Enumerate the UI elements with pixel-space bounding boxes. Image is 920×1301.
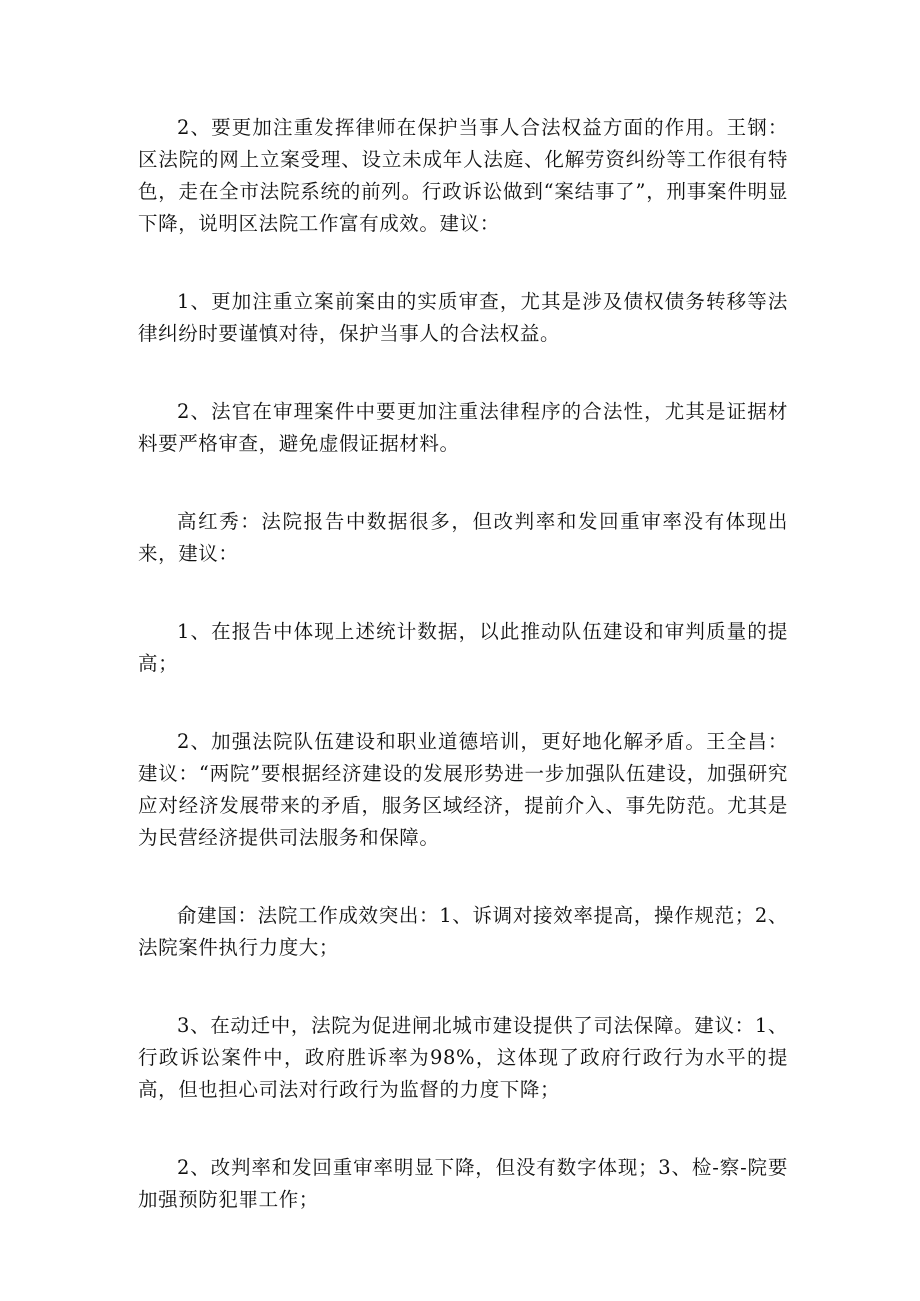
paragraph: 2、加强法院队伍建设和职业道德培训，更好地化解矛盾。王全昌：建议：“两院”要根据经济建设的发展形势进一步加强队伍建设，加强研究应对经济发展带来的矛盾，服务区域经济，提前介入、事先防范。尤其是为民营经济提供司法服务和保障。 xyxy=(138,730,788,849)
paragraph: 2、要更加注重发挥律师在保护当事人合法权益方面的作用。王钢：区法院的网上立案受理、设立未成年人法庭、化解劳资纠纷等工作很有特色，走在全市法院系统的前列。行政诉讼做到“案结事了”，刑事案件明显下降，说明区法院工作富有成效。建议： xyxy=(138,116,788,235)
paragraph: 高红秀：法院报告中数据很多，但改判率和发回重审率没有体现出来，建议： xyxy=(138,510,788,565)
paragraph: 1、更加注重立案前案由的实质审查，尤其是涉及债权债务转移等法律纠纷时要谨慎对待，保护当事人的合法权益。 xyxy=(138,290,788,345)
paragraph: 俞建国：法院工作成效突出：1、诉调对接效率提高，操作规范；2、法院案件执行力度大； xyxy=(138,904,788,959)
paragraph: 1、在报告中体现上述统计数据，以此推动队伍建设和审判质量的提高； xyxy=(138,620,788,675)
paragraph: 2、改判率和发回重审率明显下降，但没有数字体现；3、检-察-院要加强预防犯罪工作； xyxy=(138,1156,788,1211)
document-body xyxy=(138,112,788,1216)
paragraph: 3、在动迁中，法院为促进闸北城市建设提供了司法保障。建议：1、行政诉讼案件中，政府胜诉率为98%，这体现了政府行政行为水平的提高，但也担心司法对行政行为监督的力度下降； xyxy=(138,1014,788,1101)
paragraph: 2、法官在审理案件中要更加注重法律程序的合法性，尤其是证据材料要严格审查，避免虚假证据材料。 xyxy=(138,400,788,455)
